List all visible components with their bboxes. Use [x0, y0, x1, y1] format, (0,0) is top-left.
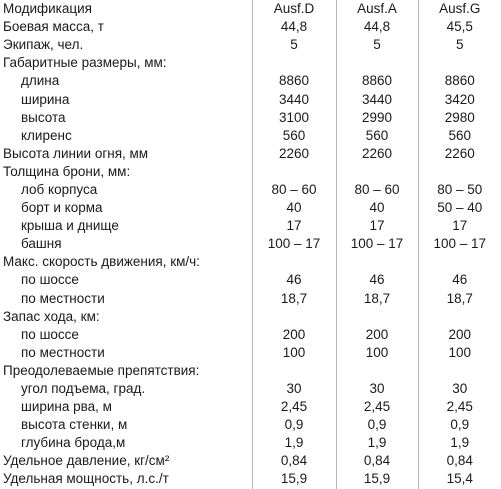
- spec-sublabel: глубина брода,м: [21, 435, 126, 451]
- spec-value-ausf-d: 200: [252, 326, 336, 344]
- spec-value-ausf-g: [418, 163, 501, 181]
- spec-value-ausf-d: 15,9: [252, 470, 336, 488]
- spec-value-ausf-a: 18,7: [336, 290, 418, 308]
- spec-row: [0, 434, 501, 452]
- spec-value-ausf-a: 15,9: [336, 470, 418, 488]
- spec-value-ausf-a: 100: [336, 344, 418, 362]
- spec-value-ausf-a: [336, 308, 418, 326]
- spec-value-ausf-d: [252, 253, 336, 271]
- spec-value-ausf-g: 45,5: [418, 18, 501, 36]
- spec-sublabel: башня: [21, 236, 62, 252]
- spec-value-ausf-d: 80 – 60: [252, 181, 336, 199]
- spec-value-ausf-a: 0,84: [336, 452, 418, 470]
- spec-value-ausf-g: [418, 308, 501, 326]
- spec-value-ausf-a: 560: [336, 127, 418, 145]
- spec-value-ausf-d: 0,84: [252, 452, 336, 470]
- spec-value-ausf-g: [418, 362, 501, 380]
- spec-row: [0, 199, 501, 217]
- spec-value-ausf-a: 30: [336, 380, 418, 398]
- spec-value-ausf-a: [336, 163, 418, 181]
- spec-value-ausf-g: [418, 54, 501, 72]
- model-ausf-g: Ausf.G: [418, 0, 501, 18]
- spec-row: [0, 72, 501, 90]
- spec-value-ausf-g: 2980: [418, 109, 501, 127]
- spec-sublabel: ширина: [21, 91, 70, 107]
- spec-row: [0, 253, 501, 271]
- spec-sublabel: клиренс: [21, 127, 72, 143]
- spec-value-ausf-a: 44,8: [336, 18, 418, 36]
- spec-value-ausf-d: 44,8: [252, 18, 336, 36]
- spec-value-ausf-d: 17: [252, 217, 336, 235]
- spec-value-ausf-a: 5: [336, 36, 418, 54]
- spec-value-ausf-d: [252, 308, 336, 326]
- header-label: Модификация: [3, 1, 92, 17]
- spec-row: [0, 109, 501, 127]
- spec-row: [0, 127, 501, 145]
- spec-label: Боевая масса, т: [3, 19, 104, 35]
- spec-value-ausf-g: 15,4: [418, 470, 501, 488]
- spec-value-ausf-g: 17: [418, 217, 501, 235]
- spec-sublabel: крыша и днище: [21, 218, 119, 234]
- spec-row: [0, 470, 501, 488]
- spec-row: [0, 308, 501, 326]
- spec-row: [0, 326, 501, 344]
- spec-row: [0, 235, 501, 253]
- spec-value-ausf-d: 3440: [252, 90, 336, 108]
- spec-value-ausf-a: 2,45: [336, 398, 418, 416]
- spec-value-ausf-g: 0,9: [418, 416, 501, 434]
- spec-row: [0, 380, 501, 398]
- spec-value-ausf-a: 200: [336, 326, 418, 344]
- spec-value-ausf-g: [418, 253, 501, 271]
- spec-sublabel: ширина рва, м: [21, 399, 112, 415]
- spec-value-ausf-g: 3420: [418, 90, 501, 108]
- spec-value-ausf-g: 560: [418, 127, 501, 145]
- spec-value-ausf-d: 8860: [252, 72, 336, 90]
- spec-value-ausf-g: 30: [418, 380, 501, 398]
- spec-row: [0, 416, 501, 434]
- spec-value-ausf-d: 2,45: [252, 398, 336, 416]
- spec-row: [0, 362, 501, 380]
- spec-value-ausf-g: 46: [418, 271, 501, 289]
- spec-value-ausf-a: [336, 54, 418, 72]
- spec-value-ausf-d: [252, 54, 336, 72]
- spec-value-ausf-g: 50 – 40: [418, 199, 501, 217]
- spec-row: [0, 36, 501, 54]
- spec-value-ausf-a: 40: [336, 199, 418, 217]
- spec-label: Удельное давление, кг/см²: [3, 453, 170, 469]
- spec-row: [0, 271, 501, 289]
- spec-label: Запас хода, км:: [3, 308, 100, 324]
- spec-value-ausf-d: 40: [252, 199, 336, 217]
- spec-value-ausf-g: 80 – 50: [418, 181, 501, 199]
- spec-sublabel: лоб корпуса: [21, 181, 98, 197]
- spec-label: Макс. скорость движения, км/ч:: [3, 254, 200, 270]
- spec-value-ausf-d: 3100: [252, 109, 336, 127]
- spec-row: [0, 54, 501, 72]
- spec-value-ausf-d: 46: [252, 271, 336, 289]
- model-ausf-d: Ausf.D: [252, 0, 336, 18]
- header-row: [0, 0, 501, 18]
- spec-label: Габаритные размеры, мм:: [3, 55, 167, 71]
- spec-value-ausf-d: 18,7: [252, 290, 336, 308]
- model-ausf-a: Ausf.A: [336, 0, 418, 18]
- spec-value-ausf-g: 0,84: [418, 452, 501, 470]
- spec-value-ausf-g: 5: [418, 36, 501, 54]
- spec-row: [0, 90, 501, 108]
- spec-value-ausf-g: 2,45: [418, 398, 501, 416]
- spec-row: [0, 290, 501, 308]
- spec-value-ausf-d: [252, 163, 336, 181]
- spec-value-ausf-a: [336, 253, 418, 271]
- spec-value-ausf-g: 18,7: [418, 290, 501, 308]
- spec-value-ausf-d: 5: [252, 36, 336, 54]
- spec-value-ausf-g: 2260: [418, 145, 501, 163]
- spec-sublabel: высота стенки, м: [21, 417, 128, 433]
- spec-value-ausf-a: 2990: [336, 109, 418, 127]
- spec-value-ausf-g: 200: [418, 326, 501, 344]
- spec-value-ausf-a: 0,9: [336, 416, 418, 434]
- spec-row: [0, 145, 501, 163]
- spec-row: [0, 217, 501, 235]
- spec-row: [0, 398, 501, 416]
- spec-sublabel: угол подъема, град.: [21, 381, 146, 397]
- spec-sublabel: по шоссе: [21, 326, 79, 342]
- spec-value-ausf-d: 2260: [252, 145, 336, 163]
- spec-value-ausf-d: 1,9: [252, 434, 336, 452]
- spec-label: Удельная мощность, л.с./т: [3, 471, 169, 487]
- spec-value-ausf-a: 100 – 17: [336, 235, 418, 253]
- spec-sublabel: борт и корма: [21, 200, 103, 216]
- spec-row: [0, 163, 501, 181]
- spec-sublabel: высота: [21, 109, 66, 125]
- spec-sublabel: по местности: [21, 344, 105, 360]
- spec-value-ausf-a: 1,9: [336, 434, 418, 452]
- spec-label: Экипаж, чел.: [3, 37, 84, 53]
- spec-value-ausf-a: 46: [336, 271, 418, 289]
- spec-row: [0, 18, 501, 36]
- spec-row: [0, 452, 501, 470]
- spec-sublabel: по шоссе: [21, 272, 79, 288]
- spec-value-ausf-g: 8860: [418, 72, 501, 90]
- spec-label: Преодолеваемые препятствия:: [3, 362, 200, 378]
- spec-value-ausf-a: 3440: [336, 90, 418, 108]
- spec-value-ausf-a: 80 – 60: [336, 181, 418, 199]
- spec-row: [0, 181, 501, 199]
- spec-label: Высота линии огня, мм: [3, 145, 149, 161]
- spec-value-ausf-g: 1,9: [418, 434, 501, 452]
- spec-value-ausf-d: 560: [252, 127, 336, 145]
- spec-value-ausf-a: 8860: [336, 72, 418, 90]
- spec-label: Толщина брони, мм:: [3, 163, 131, 179]
- spec-value-ausf-a: 17: [336, 217, 418, 235]
- spec-value-ausf-d: 0,9: [252, 416, 336, 434]
- spec-value-ausf-d: 100: [252, 344, 336, 362]
- spec-value-ausf-g: 100: [418, 344, 501, 362]
- spec-value-ausf-d: 30: [252, 380, 336, 398]
- spec-sublabel: по местности: [21, 290, 105, 306]
- spec-value-ausf-d: 100 – 17: [252, 235, 336, 253]
- spec-sublabel: длина: [21, 73, 60, 89]
- spec-row: [0, 344, 501, 362]
- spec-value-ausf-a: 2260: [336, 145, 418, 163]
- spec-value-ausf-g: 100 – 17: [418, 235, 501, 253]
- spec-value-ausf-d: [252, 362, 336, 380]
- spec-value-ausf-a: [336, 362, 418, 380]
